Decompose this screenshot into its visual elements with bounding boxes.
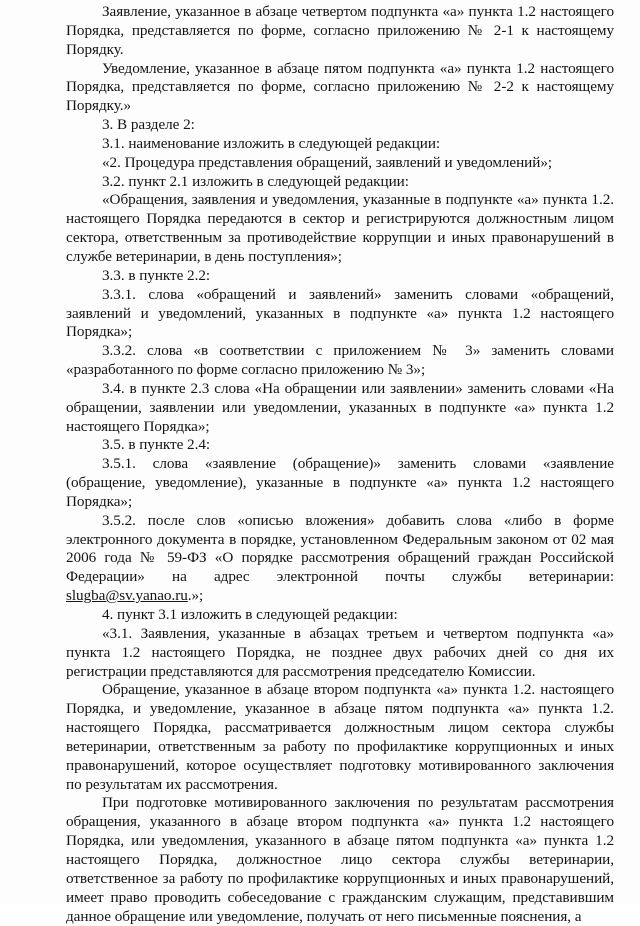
paragraph-12: 3.5. в пункте 2.4:: [102, 436, 211, 454]
paragraph-9: 3.3.1. слова «обращений и заявлений» заменить словами «обращений, заявлений и уведомлений, указанных в подпункте «а» пункта 1.2 настоящего Порядка»;: [66, 285, 614, 341]
paragraph-13: 3.5.1. слова «заявление (обращение)» заменить словами «заявление (обращение, уведомление), указанные в подпункте «а» пункта 1.2 настоящего Порядка»;: [66, 455, 614, 510]
email-link[interactable]: slugba@sv.yanao.ru: [66, 587, 188, 605]
paragraph-7: «Обращения, заявления и уведомления, указанные в подпункте «а» пункта 1.2. настоящего Порядка передаются в сектор и регистрируются должностным лицом сектора, ответственным за противодействие коррупции и иных правонарушений в службе ветеринарии, в день поступления»;: [66, 191, 614, 265]
paragraph-4: 3.1. наименование изложить в следующей редакции:: [102, 134, 441, 152]
paragraph-10: 3.3.2. слова «в соответствии с приложением № 3» заменить словами «разработанного по форме согласно приложению № 3»;: [66, 342, 614, 379]
paragraph-17: Обращение, указанное в абзаце втором подпункта «а» пункта 1.2. настоящего Порядка, и уведомление, указанное в абзаце пятом подпункта «а» пункта 1.2. настоящего Порядка, рассматривается должностным лицом сектора службы ветеринарии, ответственным за работу по профилактике коррупционных и иных правонарушений, которое осуществляет подготовку мотивированного заключения по результатам их рассмотрения.: [66, 681, 614, 793]
paragraph-14-tail: .»;: [187, 587, 204, 605]
paragraph-2: Уведомление, указанное в абзаце пятом подпункта «а» пункта 1.2 настоящего Порядка, представляется по форме, согласно приложению № 2-2 к настоящему Порядку.»: [66, 59, 614, 115]
paragraph-14: [66, 512, 614, 606]
paragraph-16: «3.1. Заявления, указанные в абзацах третьем и четвертом подпункта «а» пункта 1.2 настоящего Порядка, не позднее двух рабочих дней со дня их регистрации представляются для рассмотрения председателю Комиссии.: [66, 624, 614, 680]
paragraph-1: Заявление, указанное в абзаце четвертом подпункта «а» пункта 1.2 настоящего Порядка, представляется по форме, согласно приложению № 2-1 к настоящему Порядку.: [66, 3, 614, 58]
paragraph-11: 3.4. в пункте 2.3 слова «На обращении или заявлении» заменить словами «На обращении, заявлении или уведомлении, указанных в подпункте «а» пункта 1.2 настоящего Порядка»;: [66, 379, 614, 435]
paragraph-5: «2. Процедура представления обращений, заявлений и уведомлений»;: [102, 153, 553, 171]
paragraph-6: 3.2. пункт 2.1 изложить в следующей редакции:: [102, 172, 409, 190]
paragraph-18: При подготовке мотивированного заключения по результатам рассмотрения обращения, указанного в абзаце втором подпункта «а» пункта 1.2 настоящего Порядка, или уведомления, указанного в абзаце пятом подпункта «а» пункта 1.2 настоящего Порядка, должностное лицо сектора службы ветеринарии, ответственное за работу по профилактике коррупционных и иных правонарушений, имеет право проводить собеседование с гражданским служащим, представившим данное обращение или уведомление, получать от него письменные пояснения, а: [66, 794, 614, 925]
paragraph-3: 3. В разделе 2:: [102, 116, 195, 134]
paragraph-8: 3.3. в пункте 2.2:: [102, 266, 211, 284]
paragraph-15: 4. пункт 3.1 изложить в следующей редакции:: [102, 606, 398, 623]
document-body: [66, 3, 614, 926]
paragraph-14-text: 3.5.2. после слов «описью вложения» добавить слова «либо в форме электронного документа в порядке, установленном Федеральным законом от 02 мая 2006 года № 59-ФЗ «О порядке рассмотрения обращений граждан Российской Федерации» на адрес электронной почты службы ветеринарии:: [66, 511, 614, 586]
